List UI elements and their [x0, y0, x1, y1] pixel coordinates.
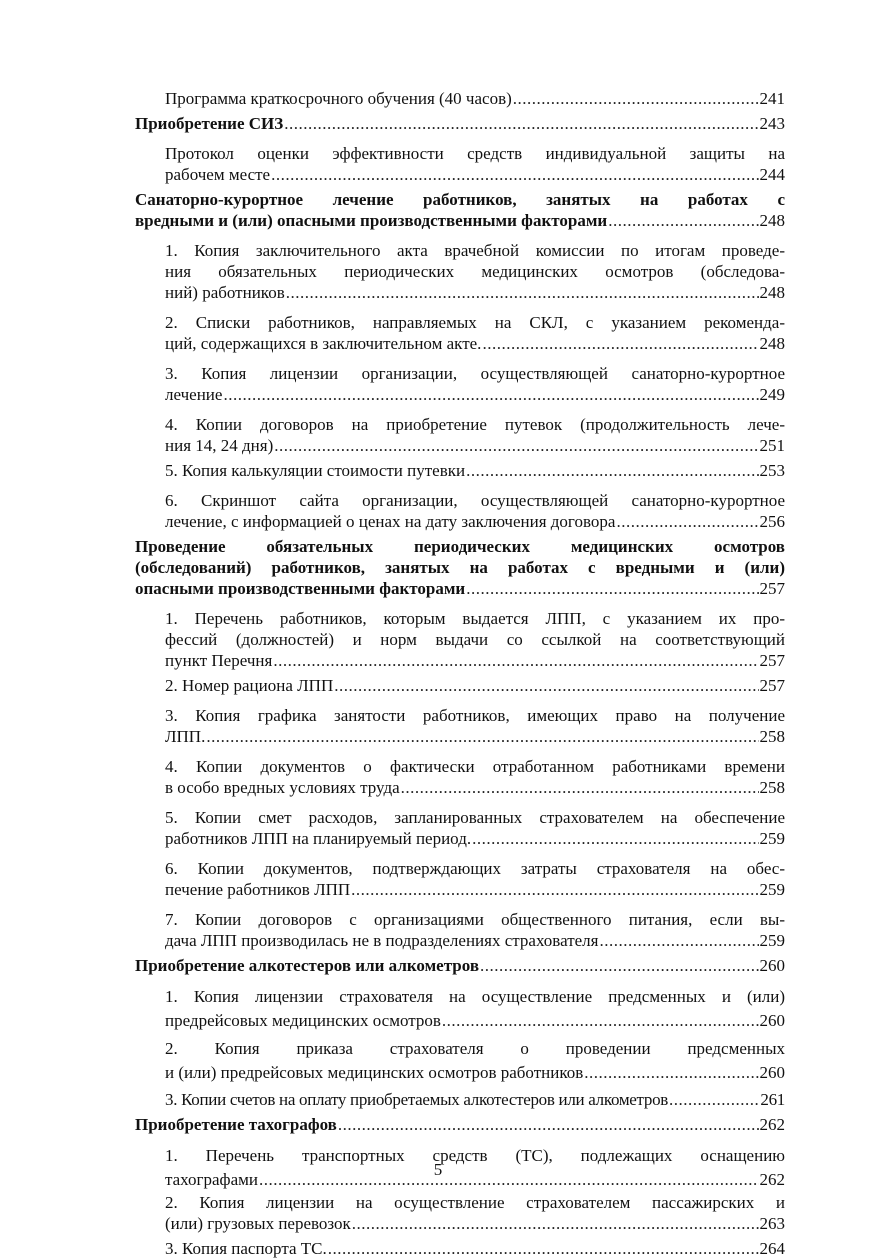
toc-page-number: 244 — [759, 165, 785, 184]
toc-entry-title: ний) работников — [165, 283, 285, 302]
toc-entry-title: 3. Копия графика занятости работников, имеющих право на получение — [165, 706, 785, 725]
toc-page-number: 258 — [759, 727, 785, 746]
toc-entry — [165, 858, 785, 900]
toc-entry-title: 5. Копии смет расходов, запланированных страхователем на обеспечение — [165, 808, 785, 827]
toc-entry-title: 3. Копия лицензии организации, осуществляющей санаторно-курортное — [165, 364, 785, 383]
toc-page-number: 261 — [760, 1090, 785, 1109]
toc-page-number: 257 — [759, 651, 785, 670]
toc-page-number: 241 — [759, 89, 785, 108]
toc-section-title: Санаторно-курортное лечение работников, занятых на работах с — [135, 190, 785, 209]
toc-entry-title: 2. Копия приказа страхователя о проведении предсменных — [165, 1039, 785, 1058]
toc-section — [135, 536, 785, 599]
toc-page-number: 253 — [759, 461, 785, 480]
toc-entry — [165, 675, 785, 696]
toc-entry-title: 1. Перечень работников, которым выдается ЛПП, с указанием их про- — [165, 609, 785, 628]
toc-page-number: 263 — [759, 1214, 785, 1233]
toc-entry-title: Программа краткосрочного обучения (40 часов) — [165, 89, 512, 108]
toc-entry-title: 6. Скриншот сайта организации, осуществляющей санаторно-курортное — [165, 491, 785, 510]
toc-entry — [165, 1238, 785, 1259]
toc-entry-title: 6. Копии документов, подтверждающих затраты страхователя на обес- — [165, 859, 785, 878]
toc-entry — [165, 143, 785, 185]
toc-entry-title: и (или) предрейсовых медицинских осмотров работников — [165, 1063, 584, 1082]
toc-entry-title: 1. Перечень транспортных средств (ТС), подлежащих оснащению — [165, 1146, 785, 1165]
toc-section — [135, 189, 785, 231]
toc-section-title: Проведение обязательных периодических медицинских осмотров — [135, 537, 785, 556]
toc-entry-title: (или) грузовых перевозок — [165, 1214, 351, 1233]
toc-entry — [165, 608, 785, 671]
toc-entry-title: лечение — [165, 385, 223, 404]
toc-entry-title: Протокол оценки эффективности средств индивидуальной защиты на — [165, 144, 785, 163]
toc-entry — [165, 756, 785, 798]
toc-section-title: Приобретение алкотестеров или алкометров — [135, 956, 480, 975]
toc-entry-title: 2. Номер рациона ЛПП — [165, 676, 334, 695]
toc-section-title: (обследований) работников, занятых на работах с вредными и (или) — [135, 558, 785, 577]
toc-entry — [165, 1037, 785, 1085]
toc-entry-title: пункт Перечня — [165, 651, 273, 670]
toc-page-number: 260 — [759, 1011, 785, 1030]
toc-page-number: 248 — [759, 283, 785, 302]
table-of-contents — [135, 88, 785, 1259]
toc-entry — [165, 1089, 785, 1110]
toc-page-number: 256 — [759, 512, 785, 531]
toc-entry — [165, 705, 785, 747]
toc-entry — [165, 414, 785, 456]
toc-section — [135, 113, 785, 134]
toc-page-number: 260 — [759, 1063, 785, 1082]
toc-entry-title: предрейсовых медицинских осмотров — [165, 1011, 441, 1030]
toc-entry-title: ЛПП. — [165, 727, 206, 746]
toc-entry-title: в особо вредных условиях труда — [165, 778, 400, 797]
toc-page-number: 251 — [759, 436, 785, 455]
toc-entry-title: 4. Копии договоров на приобретение путевок (продолжительность лече- — [165, 415, 785, 434]
toc-entry — [165, 1192, 785, 1234]
toc-section-title: вредными и (или) опасными производственными факторами — [135, 211, 608, 230]
toc-entry-title: 3. Копия паспорта ТС. — [165, 1239, 327, 1258]
toc-page-number: 249 — [759, 385, 785, 404]
toc-entry — [165, 909, 785, 951]
toc-page-number: 262 — [759, 1170, 785, 1189]
toc-page-number: 262 — [759, 1115, 785, 1134]
toc-entry-title: рабочем месте — [165, 165, 271, 184]
toc-section-title: Приобретение СИЗ — [135, 114, 284, 133]
toc-page-number: 248 — [759, 211, 785, 230]
toc-section — [135, 955, 785, 976]
toc-entry-title: дача ЛПП производилась не в подразделениях страхователя — [165, 931, 599, 950]
toc-entry-title: фессий (должностей) и норм выдачи со ссылкой на соответствующий — [165, 630, 785, 649]
toc-entry — [165, 807, 785, 849]
toc-section — [135, 1114, 785, 1135]
toc-entry-title: 2. Копия лицензии на осуществление страхователем пассажирских и — [165, 1193, 785, 1212]
toc-entry — [165, 312, 785, 354]
toc-entry-title: печение работников ЛПП — [165, 880, 351, 899]
toc-entry-title: лечение, с информацией о ценах на дату заключения договора — [165, 512, 616, 531]
toc-page-number: 258 — [759, 778, 785, 797]
page-number: 5 — [433, 1160, 443, 1179]
toc-page-number: 243 — [759, 114, 785, 133]
toc-entry — [165, 240, 785, 303]
toc-page-number: 260 — [759, 956, 785, 975]
toc-page-number: 264 — [759, 1239, 785, 1258]
toc-entry-title: работников ЛПП на планируемый период. — [165, 829, 472, 848]
toc-entry-title: ния 14, 24 дня) — [165, 436, 274, 455]
toc-entry-title: 3. Копии счетов на оплату приобретаемых алкотестеров или алкометров — [165, 1090, 668, 1109]
toc-page-number: 257 — [759, 579, 785, 598]
toc-page-number: 257 — [759, 676, 785, 695]
toc-entry-title: 1. Копия лицензии страхователя на осуществление предсменных и (или) — [165, 987, 785, 1006]
toc-entry-title: 5. Копия калькуляции стоимости путевки — [165, 461, 466, 480]
toc-entry-title: ния обязательных периодических медицинских осмотров (обследова- — [165, 262, 785, 281]
toc-entry — [165, 490, 785, 532]
toc-page-number: 259 — [759, 931, 785, 950]
toc-entry — [165, 460, 785, 481]
toc-entry — [165, 985, 785, 1033]
toc-entry-title: тахографами — [165, 1170, 258, 1189]
toc-entry-title: 2. Списки работников, направляемых на СКЛ, с указанием рекоменда- — [165, 313, 785, 332]
toc-entry-title: 4. Копии документов о фактически отработанном работниками времени — [165, 757, 785, 776]
toc-entry-title: ций, содержащихся в заключительном акте. — [165, 334, 482, 353]
toc-page-number: 259 — [759, 829, 785, 848]
toc-entry-title: 1. Копия заключительного акта врачебной комиссии по итогам проведе- — [165, 241, 785, 260]
toc-page-number: 259 — [759, 880, 785, 899]
toc-entry-title: 7. Копии договоров с организациями общественного питания, если вы- — [165, 910, 785, 929]
toc-entry — [165, 363, 785, 405]
toc-section-title: Приобретение тахографов — [135, 1115, 337, 1134]
toc-page-number: 248 — [759, 334, 785, 353]
toc-section-title: опасными производственными факторами — [135, 579, 466, 598]
toc-entry — [165, 88, 785, 109]
